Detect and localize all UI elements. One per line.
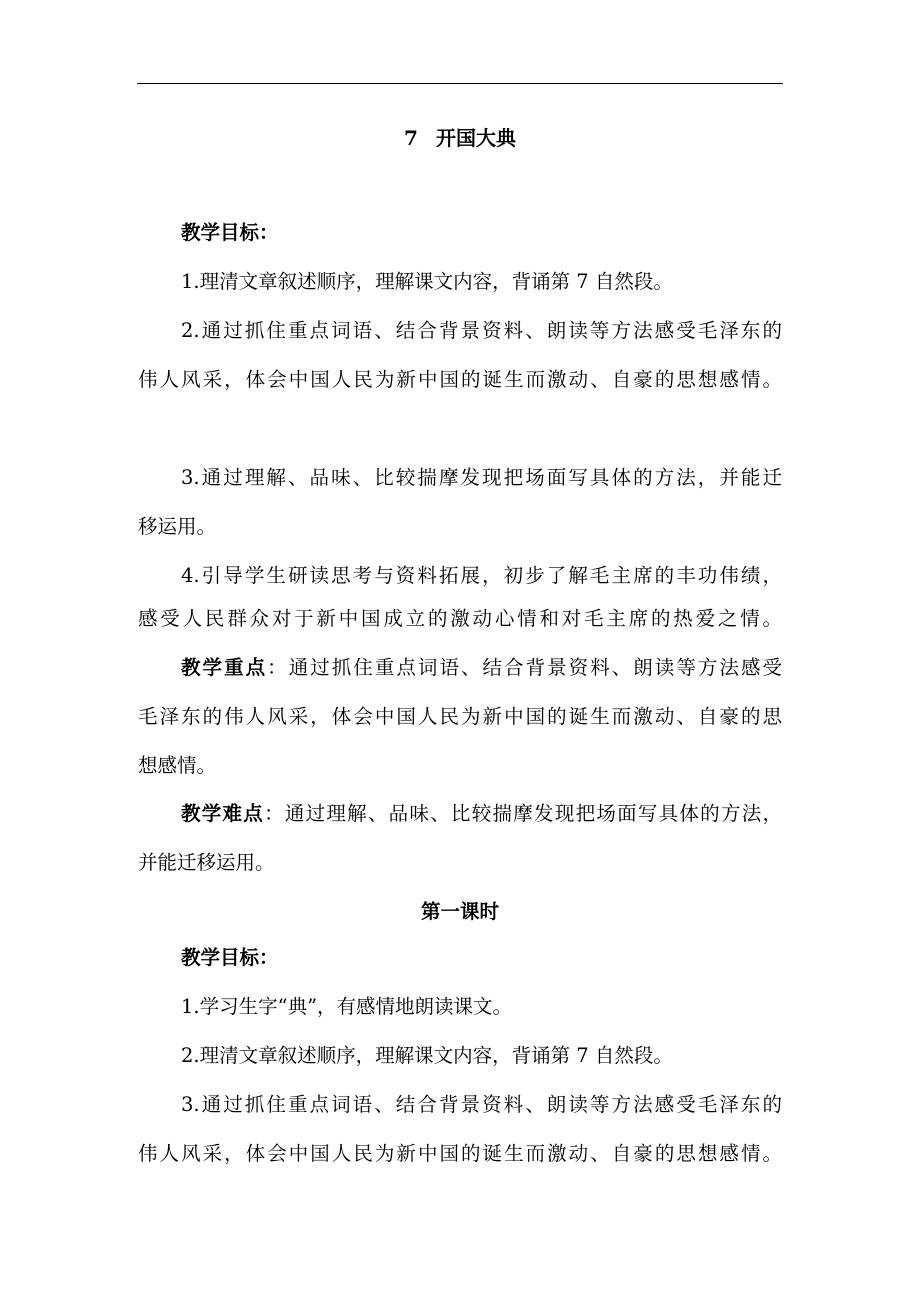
objective-2-line-1: 2.通过抓住重点词语、结合背景资料、朗读等方法感受毛泽东的 — [181, 319, 782, 342]
difficulty-line-2: 并能迁移运用。 — [138, 851, 275, 874]
header-rule — [137, 83, 783, 84]
key-point-line-2: 毛泽东的伟人风采，体会中国人民为新中国的诞生而激动、自豪的思 — [138, 705, 782, 728]
objective-3-line-2: 移运用。 — [138, 515, 217, 538]
period-title: 第一课时 — [420, 900, 499, 923]
objective-4-line-2: 感受人民群众对于新中国成立的激动心情和对毛主席的热爱之情。 — [138, 607, 782, 630]
lesson-title-text: 开国大典 — [435, 126, 516, 150]
period-objective-2: 2.理清文章叙述顺序，理解课文内容，背诵第 7 自然段。 — [181, 1044, 673, 1067]
period-objectives-heading: 教学目标： — [181, 946, 279, 969]
period-objective-3-line-1: 3.通过抓住重点词语、结合背景资料、朗读等方法感受毛泽东的 — [181, 1093, 782, 1116]
key-point-text-1: ：通过抓住重点词语、结合背景资料、朗读等方法感受 — [267, 656, 782, 679]
objective-2-line-2: 伟人风采，体会中国人民为新中国的诞生而激动、自豪的思想感情。 — [138, 368, 782, 391]
difficulty-label: 教学难点 — [181, 802, 265, 825]
key-point-label: 教学重点 — [181, 656, 268, 679]
difficulty-line-1 — [181, 800, 782, 828]
objective-1: 1.理清文章叙述顺序，理解课文内容，背诵第 7 自然段。 — [181, 270, 673, 293]
key-point-line-1 — [181, 654, 782, 682]
objective-3-line-1: 3.通过理解、品味、比较揣摩发现把场面写具体的方法，并能迁 — [181, 466, 782, 489]
period-objective-3-line-2: 伟人风采，体会中国人民为新中国的诞生而激动、自豪的思想感情。 — [138, 1142, 782, 1165]
period-objective-1: 1.学习生字“典”，有感情地朗读课文。 — [181, 995, 513, 1018]
difficulty-text-1: ：通过理解、品味、比较揣摩发现把场面写具体的方法， — [264, 802, 782, 825]
lesson-number: 7 — [404, 126, 418, 150]
objectives-heading: 教学目标： — [181, 221, 279, 244]
lesson-title — [138, 124, 782, 152]
objective-4-line-1: 4.引导学生研读思考与资料拓展，初步了解毛主席的丰功伟绩， — [181, 564, 782, 587]
key-point-line-3: 想感情。 — [138, 754, 217, 777]
